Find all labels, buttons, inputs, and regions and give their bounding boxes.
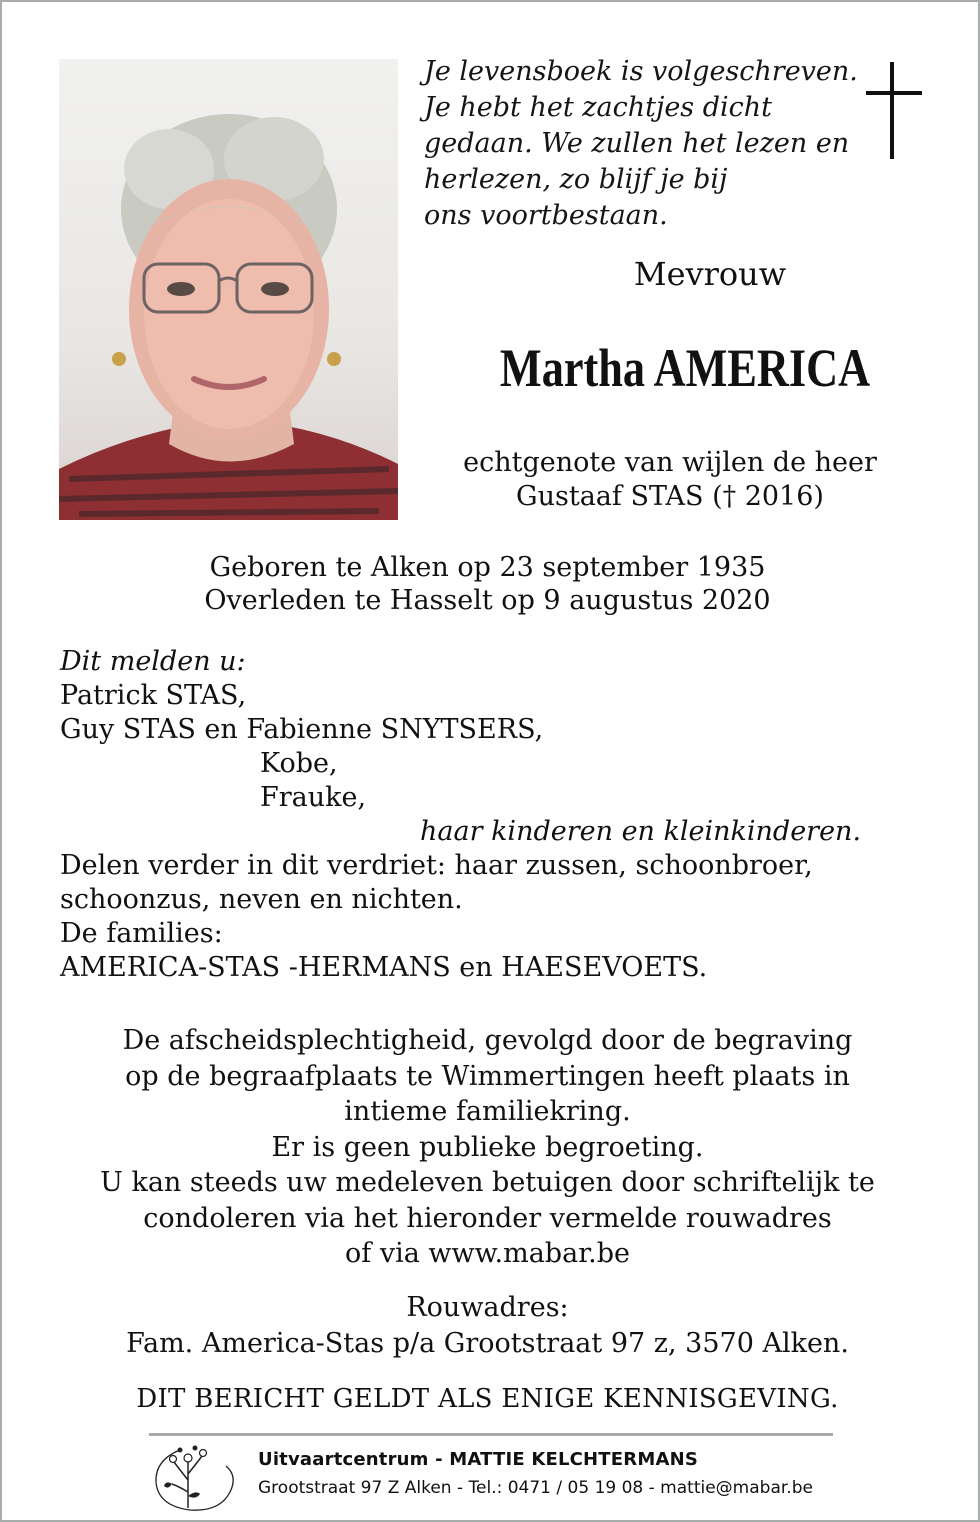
spouse-line-1: echtgenote van wijlen de heer [463,447,877,478]
mourning-address-label: Rouwadres: [406,1292,569,1323]
relation-label: haar kinderen en kleinkinderen. [420,816,862,847]
spouse-line-2: Gustaaf STAS († 2016) [516,481,824,512]
ceremony-info [60,1023,915,1272]
announcement [60,645,920,985]
spouse-info [420,446,920,514]
death-date: Overleden te Hasselt op 9 augustus 2020 [204,585,771,616]
deceased-name: Martha AMERICA [499,338,871,398]
flower-logo-icon [150,1440,240,1514]
other-relatives: Delen verder in dit verdriet: haar zussen, schoonbroer, [60,850,813,881]
portrait-photo [59,59,398,520]
child-name: Guy STAS en Fabienne SNYTSERS, [60,714,544,745]
grandchild-name: Frauke, [260,782,367,813]
mourning-address-value: Fam. America-Stas p/a Grootstraat 97 z, 3570 Alken. [126,1328,849,1359]
poem [424,54,858,234]
grandchild-name: Kobe, [260,748,338,779]
ceremony-line: condoleren via het hieronder vermelde rouwadres [143,1202,832,1234]
ceremony-line: of via www.mabar.be [345,1238,630,1269]
notice: DIT BERICHT GELDT ALS ENIGE KENNISGEVING. [136,1384,839,1414]
mourning-address [60,1290,915,1362]
child-name: Patrick STAS, [60,680,247,711]
footer-divider [149,1433,833,1436]
poem-line: gedaan. We zullen het lezen en [424,128,850,159]
ceremony-line: U kan steeds uw medeleven betuigen door schriftelijk te [100,1167,875,1198]
funeral-home-name: Uitvaartcentrum - MATTIE KELCHTERMANS [258,1449,699,1470]
funeral-home-contact: Grootstraat 97 Z Alken - Tel.: 0471 / 05 19 08 - mattie@mabar.be [258,1478,813,1498]
ceremony-line: Er is geen publieke begroeting. [271,1131,704,1163]
ceremony-line: op de begraafplaats te Wimmertingen heeft plaats in [125,1060,850,1092]
ceremony-line: intieme familiekring. [344,1096,631,1127]
poem-line: Je hebt het zachtjes dicht [424,92,773,123]
other-relatives: schoonzus, neven en nichten. [60,884,463,915]
families-names: AMERICA-STAS -HERMANS en HAESEVOETS. [60,952,708,983]
birth-date: Geboren te Alken op 23 september 1935 [209,552,766,583]
poem-line: herlezen, zo blijf je bij [424,164,728,195]
cross-icon [866,62,922,159]
salutation: Mevrouw [633,255,787,293]
families-label: De families: [60,918,223,949]
poem-line: Je levensboek is volgeschreven. [424,56,858,87]
poem-line: ons voortbestaan. [424,200,668,231]
life-dates [60,551,915,617]
ceremony-line: De afscheidsplechtigheid, gevolgd door de begraving [122,1025,853,1056]
announcement-intro: Dit melden u: [60,646,246,677]
